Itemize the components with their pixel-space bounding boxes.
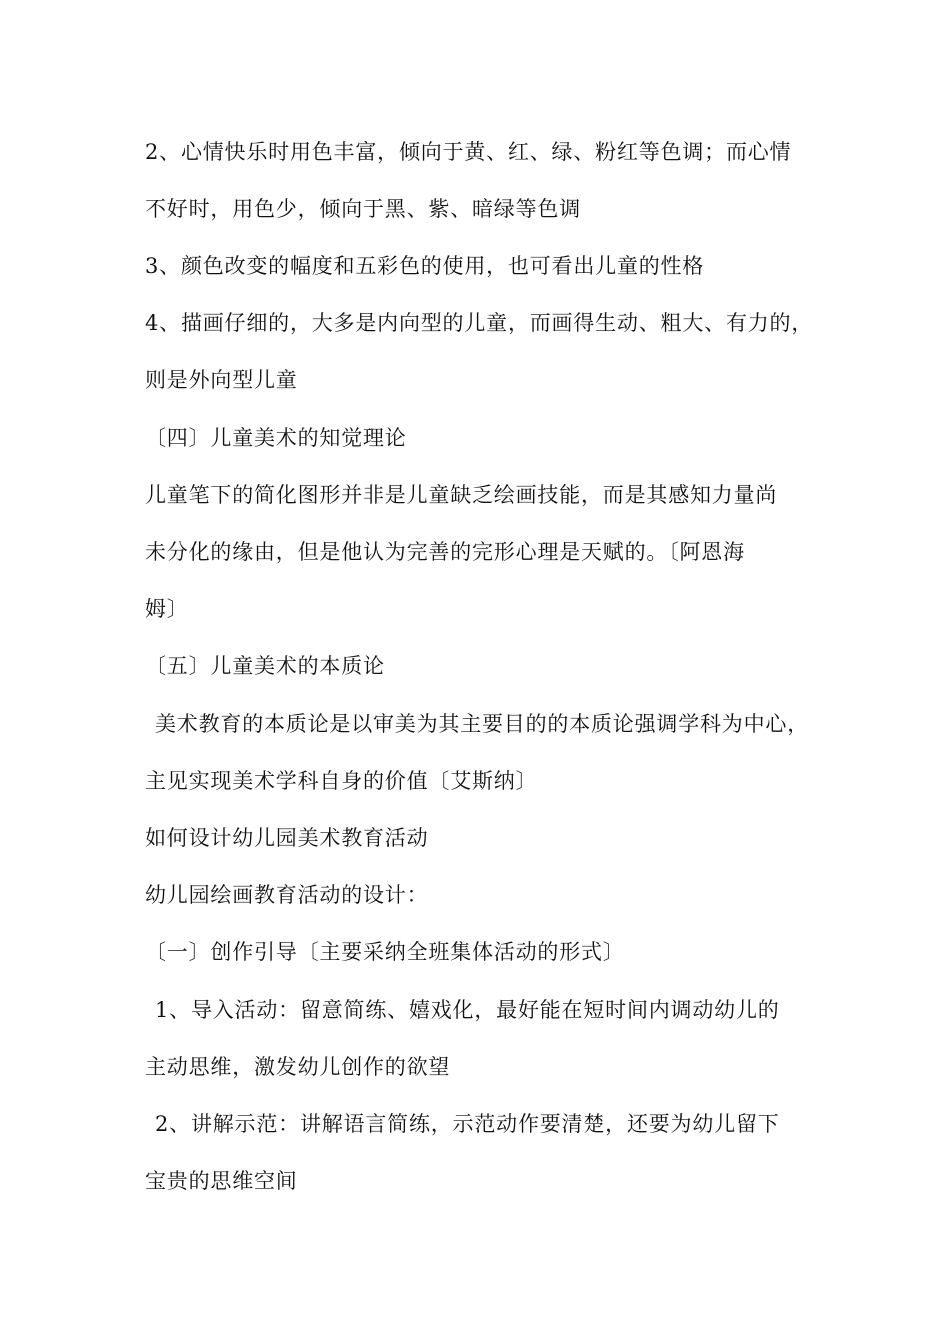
text-line: 4、描画仔细的，大多是内向型的儿童，而画得生动、粗大、有力的， (145, 311, 814, 335)
text-line: 2、心情快乐时用色丰富，倾向于黄、红、绿、粉红等色调；而心情 (145, 140, 792, 164)
text-line: 幼儿园绘画教育活动的设计： (145, 883, 429, 907)
section-heading: 〔五〕儿童美术的本质论 (145, 654, 385, 678)
text-line: 则是外向型儿童 (145, 368, 298, 392)
text-line: 姆〕 (145, 597, 189, 621)
text-line: 主见实现美术学科自身的价值〔艾斯纳〕 (145, 769, 538, 793)
text-line: 1、导入活动：留意简练、嬉戏化，最好能在短时间内调动幼儿的 (155, 998, 780, 1022)
section-heading: 如何设计幼儿园美术教育活动 (145, 826, 429, 850)
text-line: 未分化的缘由，但是他认为完善的完形心理是天赋的。〔阿恩海 (145, 540, 745, 564)
text-line: 儿童笔下的简化图形并非是儿童缺乏绘画技能，而是其感知力量尚 (145, 483, 778, 507)
text-line: 宝贵的思维空间 (145, 1169, 298, 1193)
text-line: 2、讲解示范：讲解语言简练，示范动作要清楚，还要为幼儿留下 (155, 1112, 780, 1136)
text-line: 美术教育的本质论是以审美为其主要目的的本质论强调学科为中心， (155, 712, 809, 736)
section-heading: 〔一〕创作引导〔主要采纳全班集体活动的形式〕 (145, 940, 625, 964)
text-line: 3、颜色改变的幅度和五彩色的使用，也可看出儿童的性格 (145, 254, 705, 278)
text-line: 不好时，用色少，倾向于黑、紫、暗绿等色调 (145, 197, 581, 221)
section-heading: 〔四〕儿童美术的知觉理论 (145, 426, 407, 450)
text-line: 主动思维，激发幼儿创作的欲望 (145, 1055, 451, 1079)
